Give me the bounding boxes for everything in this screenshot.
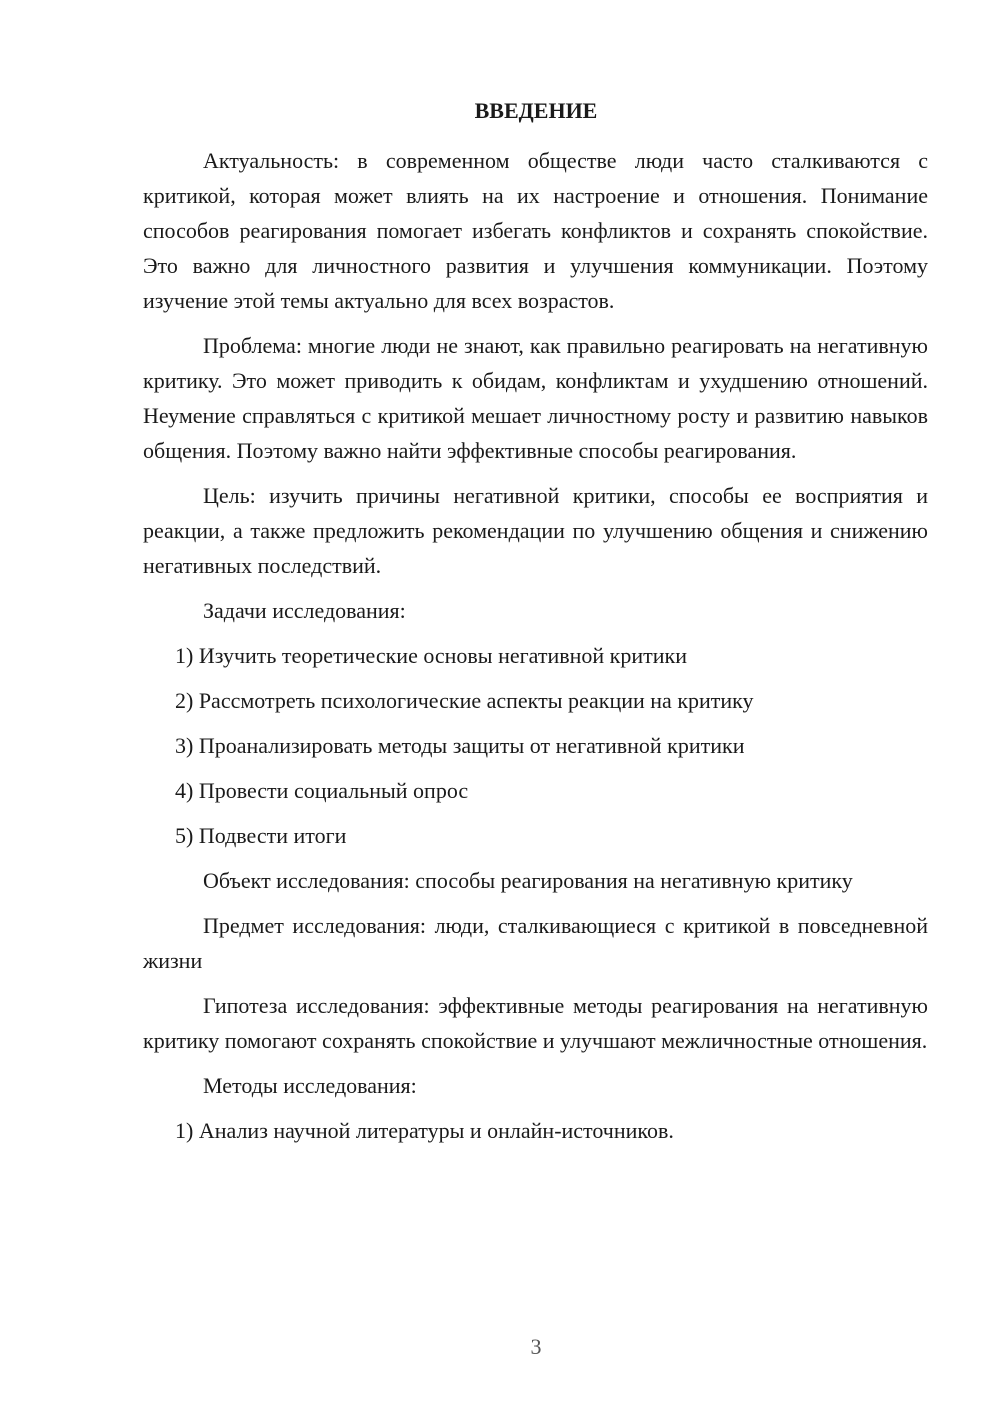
document-body — [143, 143, 928, 1158]
list-item: 1) Изучить теоретические основы негативной критики — [175, 643, 687, 668]
tasks-heading: Задачи исследования: — [203, 598, 406, 623]
relevance-paragraph: Актуальность: в современном обществе люди часто сталкиваются с критикой, которая может влиять на их настроение и отношения. Понимание способов реагирования помогает избегать конфликтов и сохранять спокойствие. Это важно для личностного развития и улучшения коммуникации. Поэтому изучение этой темы актуально для всех возрастов. — [143, 148, 928, 313]
goal-paragraph: Цель: изучить причины негативной критики, способы ее восприятия и реакции, а также предложить рекомендации по улучшению общения и снижению негативных последствий. — [143, 483, 928, 578]
section-title: ВВЕДЕНИЕ — [474, 98, 598, 123]
list-item: 4) Провести социальный опрос — [175, 778, 469, 803]
hypothesis-paragraph: Гипотеза исследования: эффективные методы реагирования на негативную критику помогают сохранять спокойствие и улучшают межличностные отношения. — [143, 993, 928, 1053]
list-item: 1) Анализ научной литературы и онлайн-источников. — [175, 1118, 674, 1143]
list-item: 5) Подвести итоги — [175, 823, 347, 848]
methods-heading: Методы исследования: — [203, 1073, 417, 1098]
list-item: 2) Рассмотреть психологические аспекты реакции на критику — [175, 688, 754, 713]
subject-paragraph: Предмет исследования: люди, сталкивающиеся с критикой в повседневной жизни — [143, 913, 928, 973]
object-paragraph: Объект исследования: способы реагирования на негативную критику — [203, 868, 853, 893]
methods-list — [143, 1113, 928, 1148]
problem-paragraph: Проблема: многие люди не знают, как правильно реагировать на негативную критику. Это может приводить к обидам, конфликтам и ухудшению отношений. Неумение справляться с критикой мешает личностному росту и развитию навыков общения. Поэтому важно найти эффективные способы реагирования. — [143, 333, 928, 463]
list-item: 3) Проанализировать методы защиты от негативной критики — [175, 733, 745, 758]
page-number: 3 — [530, 1334, 542, 1359]
tasks-list — [143, 638, 928, 853]
